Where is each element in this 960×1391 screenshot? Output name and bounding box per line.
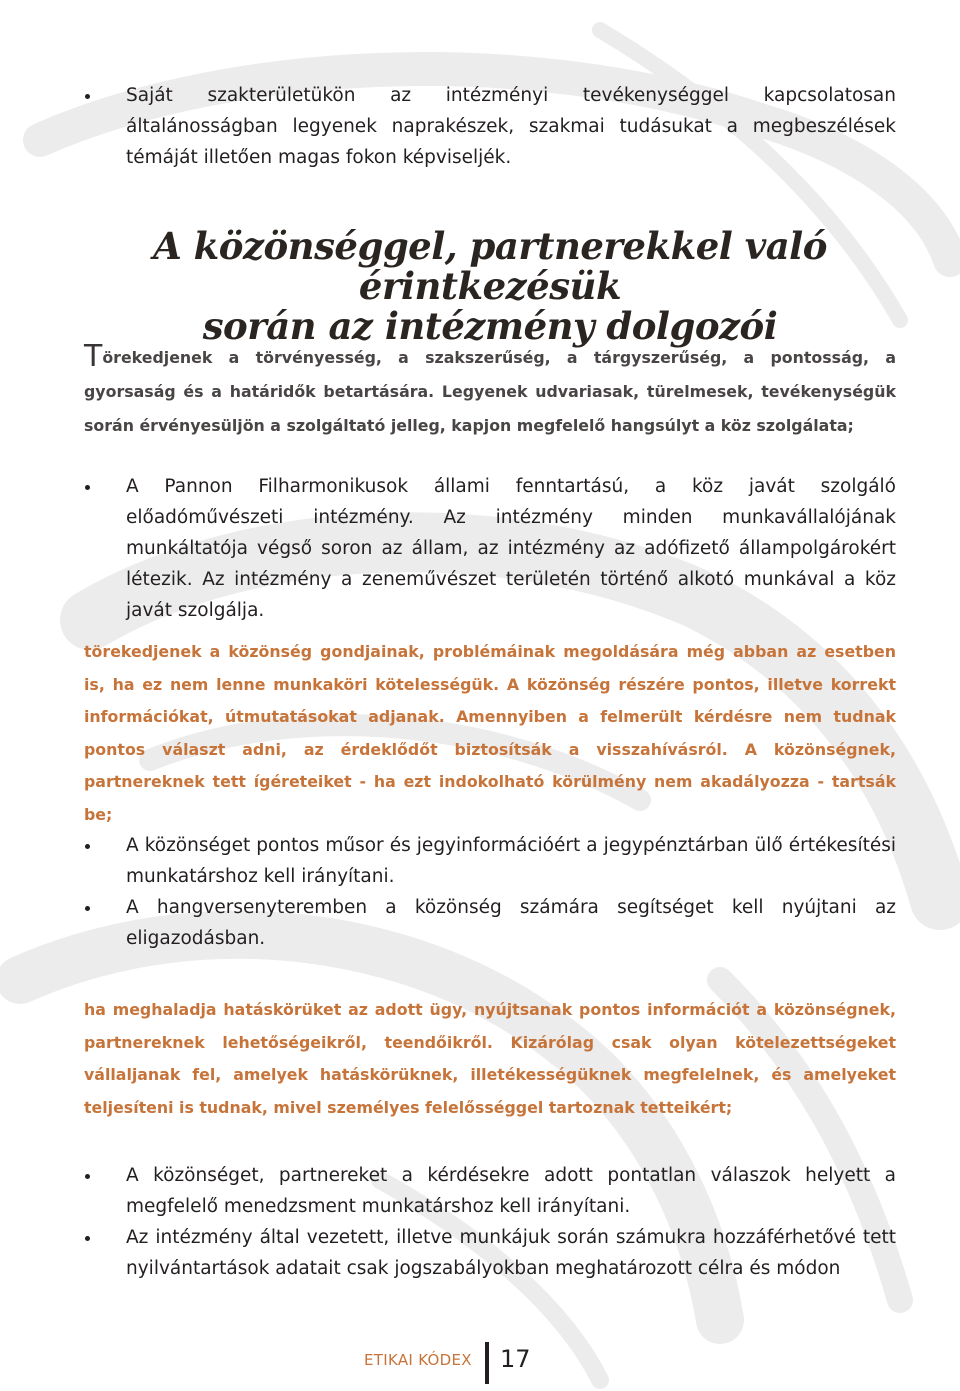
list-item: A közönséget pontos műsor és jegyinformációért a jegypénztárban ülő értékesítési munkatárshoz kell irányítani. — [84, 830, 896, 892]
bullet-list-3 — [84, 830, 896, 954]
section-title-line-1: A közönséggel, partnerekkel való érintkezésük — [153, 224, 827, 308]
list-item: A közönséget, partnereket a kérdésekre adott pontatlan válaszok helyett a megfelelő menedzsment munkatárshoz kell irányítani. — [84, 1160, 896, 1222]
orange-paragraph-2: ha meghaladja hatáskörüket az adott ügy, nyújtsanak pontos információt a közönségnek, partnereknek lehetőségeikről, teendőikről. Kizárólag csak olyan kötelezettségeket vállaljanak fel, amelyek hatáskörüknek, illetékességüknek megfelelnek, és amelyeket teljesíteni is tudnak, mivel személyes felelősséggel tartoznak tetteikért; — [84, 1000, 896, 1117]
bullet-list-1 — [84, 80, 896, 173]
list-item: A hangversenyteremben a közönség számára segítséget kell nyújtani az eligazodásban. — [84, 892, 896, 954]
section-title-line-2: során az intézmény dolgozói — [202, 304, 778, 348]
drop-cap: T — [84, 339, 103, 374]
page-number: 17 — [500, 1345, 531, 1373]
intro-paragraph — [84, 340, 896, 443]
list-item: Az intézmény által vezetett, illetve munkájuk során számukra hozzáférhetővé tett nyilvántartások adatait csak jogszabályokban meghatározott célra és módon — [84, 1222, 896, 1284]
orange-paragraph-1: törekedjenek a közönség gondjainak, problémáinak megoldására még abban az esetben is, ha ez nem lenne munkaköri kötelességük. A közönség részére pontos, illetve korrekt információkat, útmutatásokat adjanak. Amennyiben a felmerült kérdésre nem tudnak pontos választ adni, az érdeklődőt biztosítsák a visszahívásról. A közönségnek, partnereknek tett ígéreteiket - ha ezt indokolható körülmény nem akadályozza - tartsák be; — [84, 642, 896, 824]
footer-divider — [485, 1342, 489, 1384]
footer-title: ETIKAI KÓDEX — [364, 1351, 472, 1369]
list-item: A Pannon Filharmonikusok állami fenntartású, a köz javát szolgáló előadóművészeti intézmény. Az intézmény minden munkavállalójának munkáltatója végső soron az állam, az intézmény az adófizető állampolgárokért létezik. Az intézmény a zeneművészet területén történő alkotó munkával a köz javát szolgálja. — [84, 471, 896, 626]
list-item: Saját szakterületükön az intézményi tevékenységgel kapcsolatosan általánosságban legyenek naprakészek, szakmai tudásukat a megbeszélések témáját illetően magas fokon képviseljék. — [84, 80, 896, 173]
intro-text: örekedjenek a törvényesség, a szakszerűség, a tárgyszerűség, a pontosság, a gyorsaság és a határidők betartására. Legyenek udvariasak, türelmesek, tevékenységük során érvényesüljön a szolgáltató jelleg, kapjon megfelelő hangsúlyt a köz szolgálata; — [84, 348, 896, 435]
bullet-list-2 — [84, 471, 896, 626]
bullet-list-4 — [84, 1160, 896, 1284]
section-title — [110, 226, 870, 346]
